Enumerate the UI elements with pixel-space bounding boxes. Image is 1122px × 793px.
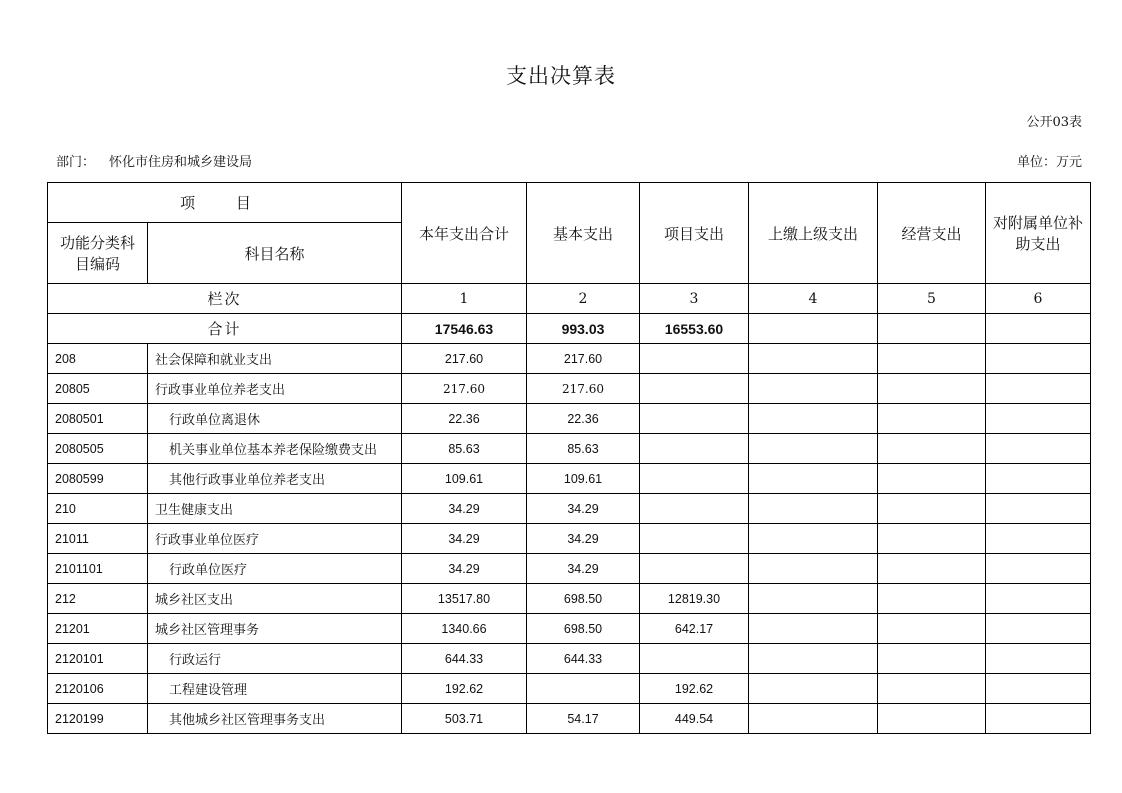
amount-cell: 192.62 xyxy=(402,674,527,704)
header-col-6: 对附属单位补助支出 xyxy=(986,183,1091,284)
header-col-4: 上缴上级支出 xyxy=(749,183,878,284)
expenditure-table xyxy=(47,182,1091,734)
subject-code: 210 xyxy=(48,494,148,524)
amount-cell: 22.36 xyxy=(527,404,640,434)
subject-name: 社会保障和就业支出 xyxy=(148,344,402,374)
amount-cell xyxy=(640,644,749,674)
amount-cell xyxy=(986,644,1091,674)
amount-cell: 644.33 xyxy=(527,644,640,674)
amount-cell: 22.36 xyxy=(402,404,527,434)
table-row xyxy=(48,464,1091,494)
subject-name: 行政事业单位医疗 xyxy=(148,524,402,554)
amount-cell xyxy=(986,494,1091,524)
form-code: 公开03表 xyxy=(1026,115,1082,130)
amount-cell: 109.61 xyxy=(527,464,640,494)
subject-name: 其他行政事业单位养老支出 xyxy=(148,464,402,494)
subject-name: 行政运行 xyxy=(148,644,402,674)
amount-cell: 192.62 xyxy=(640,674,749,704)
amount-cell xyxy=(878,584,986,614)
total-value xyxy=(749,314,878,344)
amount-cell xyxy=(749,674,878,704)
total-value: 17546.63 xyxy=(402,314,527,344)
amount-cell xyxy=(986,434,1091,464)
amount-cell xyxy=(986,344,1091,374)
total-label: 合计 xyxy=(48,314,402,344)
amount-cell xyxy=(986,524,1091,554)
header-col-1: 本年支出合计 xyxy=(402,183,527,284)
amount-cell xyxy=(878,614,986,644)
amount-cell xyxy=(878,524,986,554)
page-title: 支出决算表 xyxy=(506,64,616,88)
table-row xyxy=(48,584,1091,614)
subject-name: 行政事业单位养老支出 xyxy=(148,374,402,404)
amount-cell xyxy=(640,344,749,374)
amount-cell: 698.50 xyxy=(527,614,640,644)
subject-code: 2120106 xyxy=(48,674,148,704)
subject-name: 工程建设管理 xyxy=(148,674,402,704)
table-row xyxy=(48,614,1091,644)
column-number: 6 xyxy=(986,284,1091,314)
amount-cell xyxy=(749,404,878,434)
table-row xyxy=(48,524,1091,554)
amount-cell: 449.54 xyxy=(640,704,749,734)
amount-cell xyxy=(986,614,1091,644)
subject-code: 21201 xyxy=(48,614,148,644)
subject-name: 行政单位离退休 xyxy=(148,404,402,434)
column-number: 5 xyxy=(878,284,986,314)
amount-cell xyxy=(878,644,986,674)
amount-cell: 698.50 xyxy=(527,584,640,614)
amount-cell xyxy=(986,374,1091,404)
amount-cell xyxy=(640,374,749,404)
amount-cell: 34.29 xyxy=(527,554,640,584)
amount-cell xyxy=(878,404,986,434)
amount-cell xyxy=(640,404,749,434)
table-row xyxy=(48,644,1091,674)
amount-cell xyxy=(527,674,640,704)
table-row xyxy=(48,404,1091,434)
amount-cell xyxy=(878,554,986,584)
column-number: 4 xyxy=(749,284,878,314)
total-value: 993.03 xyxy=(527,314,640,344)
amount-cell xyxy=(878,704,986,734)
amount-cell: 642.17 xyxy=(640,614,749,644)
header-col-5: 经营支出 xyxy=(878,183,986,284)
amount-cell: 85.63 xyxy=(402,434,527,464)
amount-cell xyxy=(640,434,749,464)
department-value: 怀化市住房和城乡建设局 xyxy=(109,155,253,170)
amount-cell xyxy=(640,554,749,584)
subject-name: 城乡社区管理事务 xyxy=(148,614,402,644)
amount-cell xyxy=(986,464,1091,494)
amount-cell xyxy=(986,554,1091,584)
amount-cell xyxy=(749,644,878,674)
amount-cell: 1340.66 xyxy=(402,614,527,644)
amount-cell: 34.29 xyxy=(402,494,527,524)
subject-name: 卫生健康支出 xyxy=(148,494,402,524)
amount-cell xyxy=(986,674,1091,704)
amount-cell: 85.63 xyxy=(527,434,640,464)
total-value xyxy=(986,314,1091,344)
subject-code: 2080505 xyxy=(48,434,148,464)
amount-cell xyxy=(640,524,749,554)
header-col-3: 项目支出 xyxy=(640,183,749,284)
subject-name: 城乡社区支出 xyxy=(148,584,402,614)
subject-code: 20805 xyxy=(48,374,148,404)
amount-cell xyxy=(640,464,749,494)
subject-code: 2101101 xyxy=(48,554,148,584)
subject-code: 212 xyxy=(48,584,148,614)
amount-cell xyxy=(749,554,878,584)
unit-label: 单位：万元 xyxy=(1016,155,1082,170)
amount-cell xyxy=(878,464,986,494)
amount-cell xyxy=(986,704,1091,734)
header-name-col: 科目名称 xyxy=(148,223,402,284)
subject-code: 2080501 xyxy=(48,404,148,434)
amount-cell: 503.71 xyxy=(402,704,527,734)
amount-cell: 34.29 xyxy=(527,494,640,524)
amount-cell: 34.29 xyxy=(402,554,527,584)
table-row xyxy=(48,374,1091,404)
subject-code: 2120101 xyxy=(48,644,148,674)
subject-code: 208 xyxy=(48,344,148,374)
subject-name: 行政单位医疗 xyxy=(148,554,402,584)
table-row xyxy=(48,344,1091,374)
amount-cell xyxy=(878,344,986,374)
total-value xyxy=(878,314,986,344)
column-number: 2 xyxy=(527,284,640,314)
amount-cell: 644.33 xyxy=(402,644,527,674)
subject-code: 2120199 xyxy=(48,704,148,734)
department-line xyxy=(56,151,252,170)
amount-cell xyxy=(749,584,878,614)
amount-cell: 217.60 xyxy=(527,344,640,374)
amount-cell xyxy=(749,704,878,734)
amount-cell xyxy=(878,434,986,464)
subject-code: 21011 xyxy=(48,524,148,554)
amount-cell xyxy=(878,494,986,524)
amount-cell: 34.29 xyxy=(402,524,527,554)
amount-cell xyxy=(749,464,878,494)
amount-cell: 12819.30 xyxy=(640,584,749,614)
amount-cell xyxy=(749,494,878,524)
amount-cell xyxy=(749,614,878,644)
department-label: 部门： xyxy=(56,155,96,170)
subject-name: 其他城乡社区管理事务支出 xyxy=(148,704,402,734)
amount-cell: 217.60 xyxy=(402,344,527,374)
amount-cell: 109.61 xyxy=(402,464,527,494)
total-value: 16553.60 xyxy=(640,314,749,344)
column-number: 3 xyxy=(640,284,749,314)
table-row xyxy=(48,554,1091,584)
subject-code: 2080599 xyxy=(48,464,148,494)
amount-cell xyxy=(878,374,986,404)
amount-cell xyxy=(640,494,749,524)
header-xiangmu: 项 目 xyxy=(48,183,402,223)
table-row xyxy=(48,704,1091,734)
amount-cell: 217.60 xyxy=(402,374,527,404)
amount-cell xyxy=(986,404,1091,434)
amount-cell: 13517.80 xyxy=(402,584,527,614)
amount-cell: 34.29 xyxy=(527,524,640,554)
subject-name: 机关事业单位基本养老保险缴费支出 xyxy=(148,434,402,464)
amount-cell xyxy=(749,344,878,374)
amount-cell xyxy=(878,674,986,704)
table-row xyxy=(48,434,1091,464)
column-number: 1 xyxy=(402,284,527,314)
amount-cell xyxy=(986,584,1091,614)
amount-cell xyxy=(749,524,878,554)
header-col-2: 基本支出 xyxy=(527,183,640,284)
table-row xyxy=(48,674,1091,704)
column-number-label: 栏次 xyxy=(48,284,402,314)
amount-cell xyxy=(749,434,878,464)
amount-cell xyxy=(749,374,878,404)
amount-cell: 217.60 xyxy=(527,374,640,404)
amount-cell: 54.17 xyxy=(527,704,640,734)
header-code-col: 功能分类科目编码 xyxy=(48,223,148,284)
table-row xyxy=(48,494,1091,524)
